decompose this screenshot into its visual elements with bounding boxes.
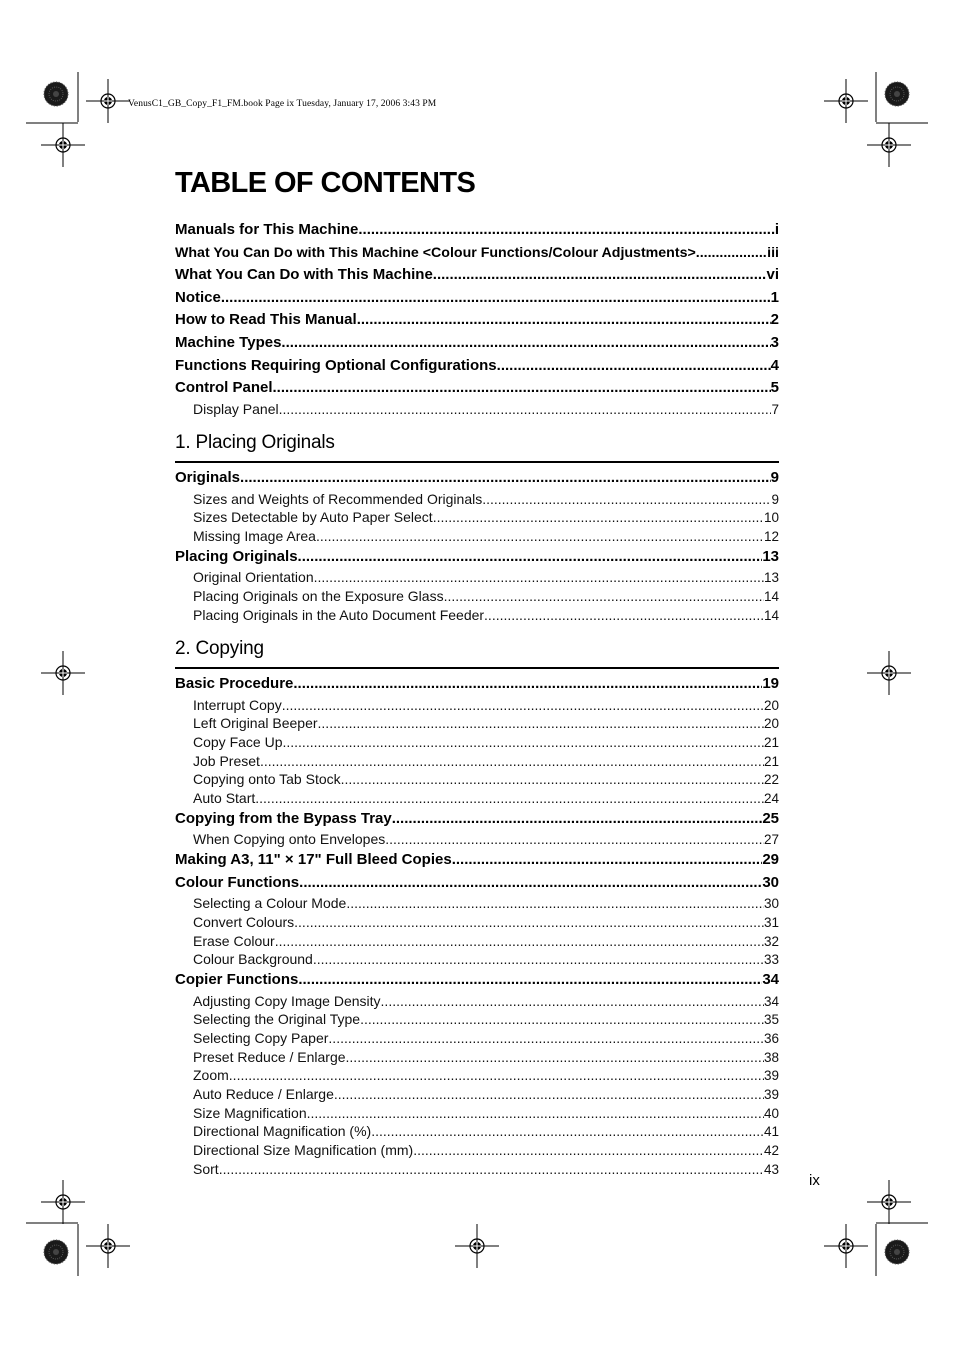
toc-page-number: 42	[763, 1143, 779, 1159]
toc-page-number: 10	[763, 510, 779, 526]
toc-entry-title: Adjusting Copy Image Density	[193, 992, 381, 1009]
toc-entry[interactable]	[175, 849, 779, 872]
color-calibration-mark	[44, 82, 68, 106]
toc-page-number: iii	[767, 244, 779, 261]
registration-mark	[824, 79, 868, 123]
toc-page-number: 39	[763, 1068, 779, 1084]
toc-entry-title: Sizes and Weights of Recommended Originals	[193, 490, 483, 507]
toc-entry-title: Directional Size Magnification (mm)	[193, 1142, 414, 1159]
toc-page-number: 21	[763, 734, 779, 750]
toc-subentry[interactable]	[175, 1029, 779, 1048]
toc-page-number: 19	[762, 675, 779, 692]
toc-page-number: 24	[763, 791, 779, 807]
toc-page-number: 25	[762, 809, 779, 827]
toc-page-number: 22	[763, 772, 779, 788]
toc-page-number: 34	[762, 970, 779, 988]
dot-leader	[279, 400, 772, 419]
color-calibration-mark	[44, 1240, 68, 1264]
toc-subentry[interactable]	[175, 894, 779, 913]
registration-mark	[867, 1180, 911, 1224]
toc-page-number: 13	[763, 570, 779, 586]
toc-entry-title: Making A3, 11" × 17" Full Bleed Copies	[175, 851, 452, 868]
toc-page-number: 43	[763, 1161, 779, 1177]
toc-entry[interactable]	[175, 467, 779, 490]
toc-page-number: 30	[763, 896, 779, 912]
toc-entry-title: Selecting a Colour Mode	[193, 895, 347, 912]
toc-entry-title: Selecting the Original Type	[193, 1011, 361, 1028]
toc-entry-title: Manuals for This Machine	[175, 221, 359, 238]
dot-leader	[298, 546, 763, 569]
dot-leader	[696, 242, 767, 265]
toc-subentry[interactable]	[175, 1104, 779, 1123]
dot-leader	[316, 527, 764, 546]
toc-page-number: 40	[763, 1105, 779, 1121]
registration-mark	[41, 651, 85, 695]
toc-entry-title: Machine Types	[175, 333, 282, 351]
dot-leader	[318, 714, 764, 733]
toc-entry-title: Auto Start	[193, 790, 256, 807]
toc-entry[interactable]	[175, 287, 779, 310]
dot-leader	[385, 830, 764, 849]
toc-subentry[interactable]	[175, 587, 779, 606]
toc-page-number: 4	[770, 356, 779, 374]
toc-entry-title: Placing Originals in the Auto Document Feeder	[193, 606, 485, 623]
toc-page-number: 9	[771, 491, 779, 507]
toc-entry[interactable]	[175, 332, 779, 355]
page-number: ix	[809, 1172, 820, 1189]
toc-page-number: 13	[762, 547, 779, 565]
dot-leader	[484, 606, 764, 625]
toc-entry[interactable]	[175, 969, 779, 992]
toc-entry-title: Copying onto Tab Stock	[193, 771, 341, 788]
toc-front-matter	[175, 219, 779, 418]
toc-page-number: 5	[770, 379, 779, 397]
toc-entry-title: Selecting Copy Paper	[193, 1029, 329, 1046]
toc-entry-title: Interrupt Copy	[193, 696, 282, 713]
toc-page-number: 1	[770, 288, 779, 306]
toc-subentry[interactable]	[175, 830, 779, 849]
toc-page-number: 9	[770, 469, 779, 486]
registration-mark	[41, 123, 85, 167]
color-calibration-mark	[885, 82, 909, 106]
dot-leader	[346, 1048, 764, 1067]
toc-entry[interactable]	[175, 309, 779, 332]
toc-page-number: 21	[763, 753, 779, 769]
dot-leader	[221, 287, 771, 310]
dot-leader	[273, 377, 771, 400]
toc-chapter-2	[175, 634, 779, 1178]
toc-page-number: 29	[762, 851, 779, 868]
dot-leader	[282, 733, 763, 752]
toc-entry-title: What You Can Do with This Machine	[175, 266, 433, 284]
registration-mark	[867, 651, 911, 695]
toc-entry-title: Zoom	[193, 1067, 229, 1084]
dot-leader	[334, 1085, 764, 1104]
registration-mark	[41, 1180, 85, 1224]
dot-leader	[392, 808, 763, 831]
toc-entry-title: Size Magnification	[193, 1104, 307, 1121]
toc-entry[interactable]	[175, 546, 779, 569]
dot-leader	[381, 992, 764, 1011]
toc-entry-title: Original Orientation	[193, 569, 314, 586]
chapter-heading[interactable]: 1. Placing Originals	[175, 428, 779, 463]
toc-subentry[interactable]	[175, 527, 779, 546]
toc-subentry[interactable]	[175, 913, 779, 932]
toc-entry-title: Convert Colours	[193, 913, 295, 930]
dot-leader	[371, 1122, 764, 1141]
dot-leader	[282, 696, 764, 715]
toc-entry-title: Control Panel	[175, 379, 273, 397]
registration-mark	[86, 1224, 130, 1268]
toc-entry-title: Placing Originals on the Exposure Glass	[193, 587, 444, 604]
registration-mark	[86, 79, 130, 123]
toc-page-number: 20	[763, 697, 779, 713]
dot-leader	[219, 1160, 764, 1179]
toc-entry-title: Display Panel	[193, 400, 279, 417]
toc-subentry[interactable]	[175, 932, 779, 951]
toc-entry-title: Job Preset	[193, 752, 260, 769]
toc-subentry[interactable]	[175, 696, 779, 715]
toc-entry-title: Copy Face Up	[193, 733, 283, 750]
toc-subentry[interactable]	[175, 508, 779, 527]
toc-subentry[interactable]	[175, 1010, 779, 1029]
toc-subentry[interactable]	[175, 568, 779, 587]
registration-mark	[824, 1224, 868, 1268]
toc-page-number: 41	[763, 1124, 779, 1140]
registration-mark	[867, 123, 911, 167]
toc-chapter-1	[175, 428, 779, 624]
toc-subentry[interactable]	[175, 733, 779, 752]
toc-entry-title: Left Original Beeper	[193, 715, 318, 732]
toc-page-number: 20	[763, 716, 779, 732]
toc-subentry[interactable]	[175, 1141, 779, 1160]
dot-leader	[413, 1141, 764, 1160]
toc-subentry[interactable]	[175, 490, 779, 509]
toc-subentry[interactable]	[175, 400, 779, 419]
toc-entry-title: How to Read This Manual	[175, 311, 357, 329]
dot-leader	[294, 913, 764, 932]
toc-entry-title: Auto Reduce / Enlarge	[193, 1085, 334, 1102]
color-calibration-mark	[885, 1240, 909, 1264]
toc-page-number: 12	[763, 528, 779, 544]
toc-entry-title: Originals	[175, 469, 241, 486]
dot-leader	[497, 355, 771, 378]
dot-leader	[307, 1104, 764, 1123]
toc-page-number: 14	[763, 607, 779, 623]
dot-leader	[357, 309, 771, 332]
toc-subentry[interactable]	[175, 1066, 779, 1085]
toc-entry[interactable]	[175, 808, 779, 831]
toc-entry-title: Functions Requiring Optional Configurations	[175, 356, 497, 374]
dot-leader	[299, 872, 762, 895]
toc-entry-title: Colour Background	[193, 951, 313, 968]
toc-subentry[interactable]	[175, 752, 779, 771]
toc-entry-title: Sizes Detectable by Auto Paper Select	[193, 509, 433, 526]
dot-leader	[255, 789, 764, 808]
toc-entry-title: When Copying onto Envelopes	[193, 831, 386, 848]
toc-entry-title: Colour Functions	[175, 873, 300, 891]
dot-leader	[358, 219, 774, 242]
toc-page-number: 32	[763, 933, 779, 949]
dot-leader	[293, 673, 762, 696]
dot-leader	[281, 332, 770, 355]
toc-page-number: 36	[763, 1030, 779, 1046]
toc-page-number: vi	[766, 266, 779, 284]
toc-entry-title: Missing Image Area	[193, 527, 316, 544]
toc-subentry[interactable]	[175, 1048, 779, 1067]
dot-leader	[482, 490, 771, 509]
toc-subentry[interactable]	[175, 789, 779, 808]
dot-leader	[313, 950, 764, 969]
dot-leader	[275, 932, 764, 951]
toc-page-number: 31	[763, 914, 779, 930]
toc-entry-title: Notice	[175, 288, 221, 306]
toc-entry-title: Preset Reduce / Enlarge	[193, 1048, 346, 1065]
dot-leader	[444, 587, 764, 606]
dot-leader	[260, 752, 764, 771]
toc-subentry[interactable]	[175, 770, 779, 789]
toc-subentry[interactable]	[175, 1122, 779, 1141]
toc-entry-title: Copying from the Bypass Tray	[175, 809, 392, 827]
dot-leader	[314, 568, 764, 587]
toc-entry[interactable]	[175, 872, 779, 895]
dot-leader	[328, 1029, 764, 1048]
toc-entry[interactable]	[175, 355, 779, 378]
toc-subentry[interactable]	[175, 950, 779, 969]
dot-leader	[360, 1010, 764, 1029]
toc-entry-title: Directional Magnification (%)	[193, 1123, 372, 1140]
toc-entry[interactable]	[175, 242, 779, 265]
toc-page-number: 2	[770, 311, 779, 329]
toc-page-number: i	[774, 221, 779, 238]
toc-entry[interactable]	[175, 377, 779, 400]
toc-entry-title: What You Can Do with This Machine <Colour Functions/Colour Adjustments>	[175, 244, 696, 261]
dot-leader	[229, 1066, 764, 1085]
toc-entry[interactable]	[175, 219, 779, 242]
dot-leader	[433, 264, 767, 287]
toc-page-number: 38	[763, 1049, 779, 1065]
registration-mark	[455, 1224, 499, 1268]
dot-leader	[298, 969, 762, 992]
toc-entry-title: Sort	[193, 1160, 219, 1177]
toc-entry[interactable]	[175, 264, 779, 287]
toc-subentry[interactable]	[175, 992, 779, 1011]
page-title: TABLE OF CONTENTS	[175, 167, 476, 199]
print-slug: VenusC1_GB_Copy_F1_FM.book Page ix Tuesday, January 17, 2006 3:43 PM	[128, 99, 437, 109]
toc-page-number: 30	[762, 873, 779, 891]
toc-page-number: 34	[763, 993, 779, 1009]
toc-subentry[interactable]	[175, 714, 779, 733]
toc-subentry[interactable]	[175, 1085, 779, 1104]
toc-page-number: 39	[763, 1086, 779, 1102]
toc-page-number: 14	[763, 588, 779, 604]
toc-entry[interactable]	[175, 673, 779, 696]
toc-entry-title: Copier Functions	[175, 970, 299, 988]
toc-subentry[interactable]	[175, 1160, 779, 1179]
toc-page-number: 33	[763, 952, 779, 968]
toc-page-number: 7	[771, 401, 779, 417]
dot-leader	[341, 770, 764, 789]
dot-leader	[240, 467, 771, 490]
dot-leader	[433, 508, 764, 527]
toc-page-number: 3	[770, 333, 779, 351]
toc-page-number: 27	[763, 832, 779, 848]
dot-leader	[346, 894, 764, 913]
chapter-heading[interactable]: 2. Copying	[175, 634, 779, 669]
toc-entry-title: Placing Originals	[175, 547, 298, 565]
toc-entry-title: Erase Colour	[193, 932, 275, 949]
toc-subentry[interactable]	[175, 606, 779, 625]
toc-entry-title: Basic Procedure	[175, 675, 294, 692]
dot-leader	[452, 849, 763, 872]
toc-page-number: 35	[763, 1012, 779, 1028]
